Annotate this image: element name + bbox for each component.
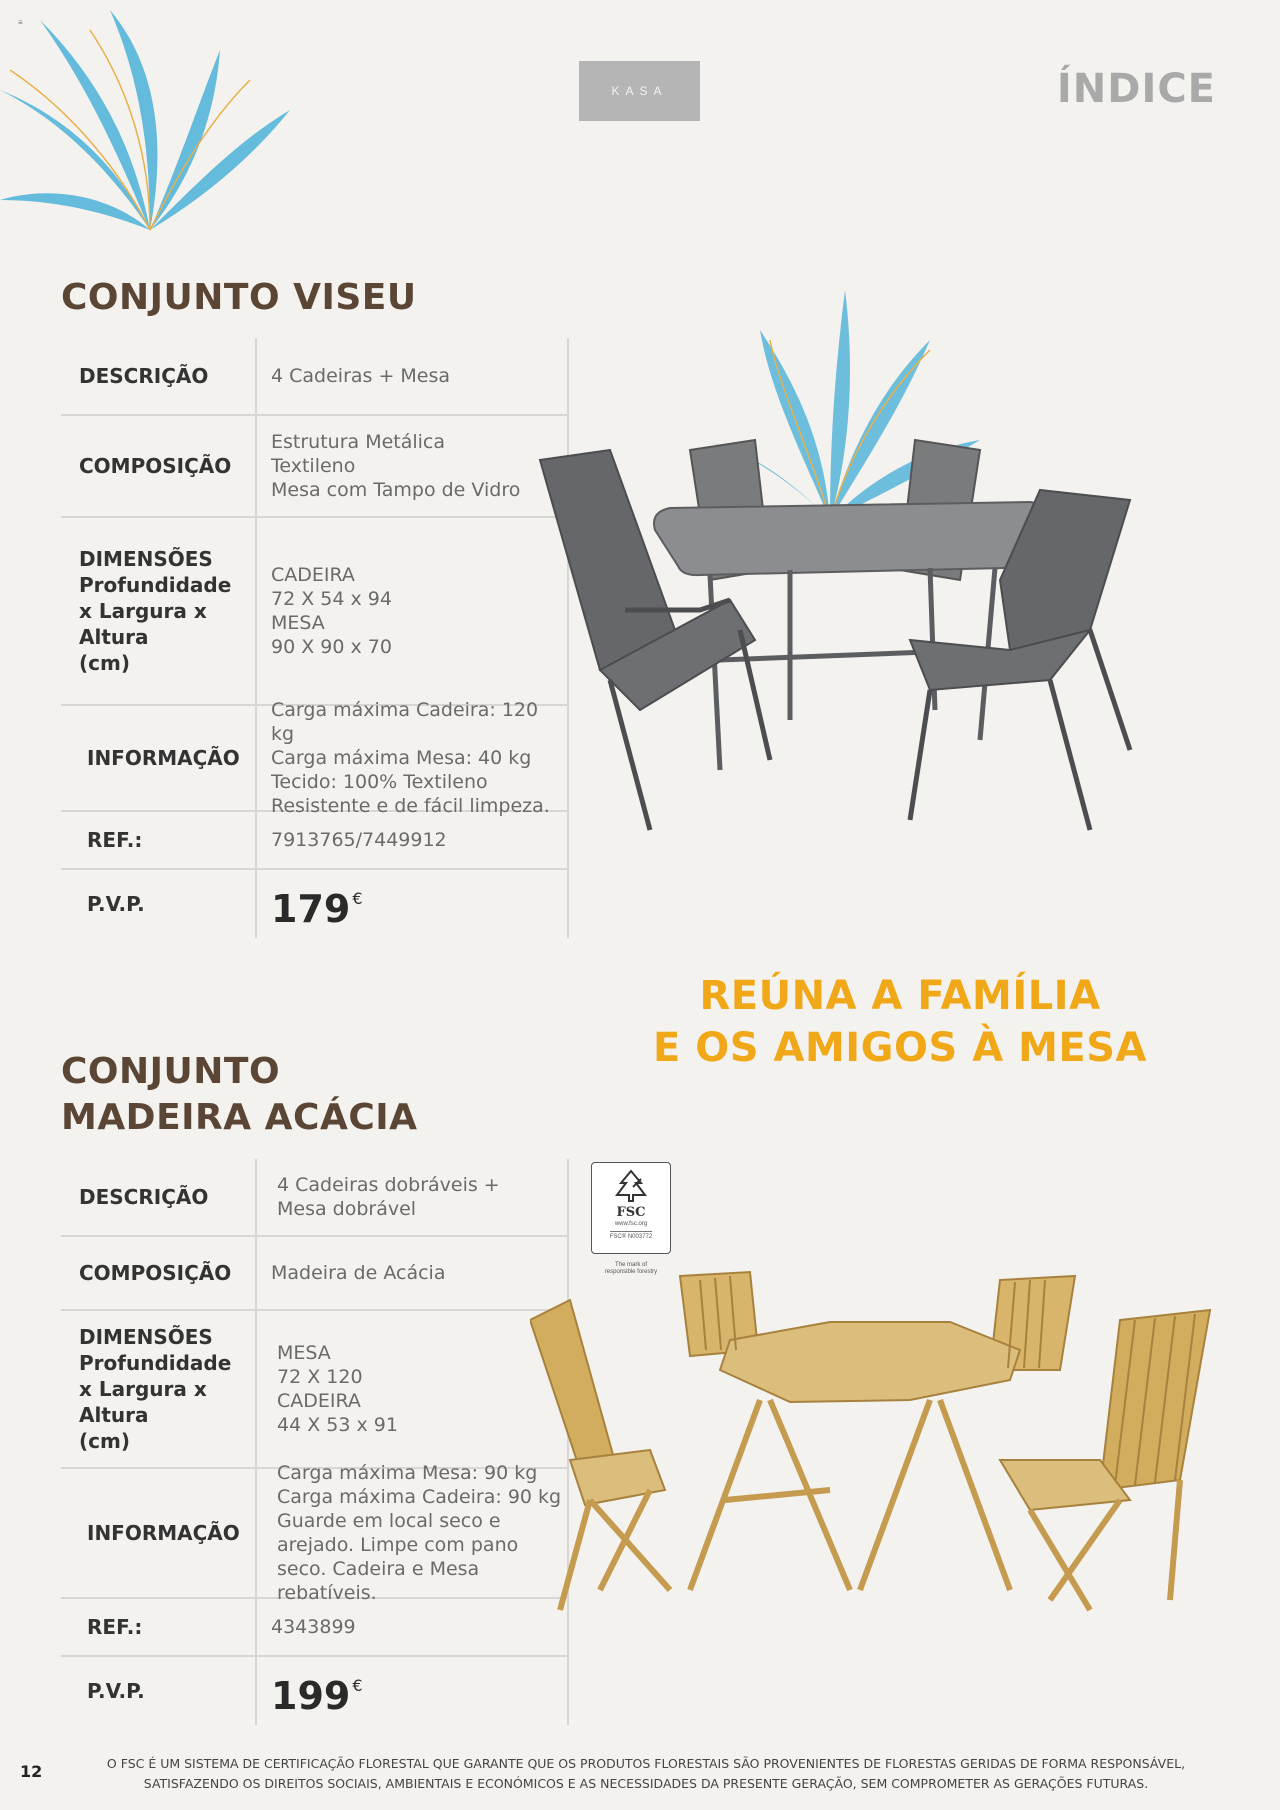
brand-logo[interactable]: KASA — [579, 61, 700, 121]
product-title-line: CONJUNTO VISEU — [61, 277, 417, 318]
reference-number: 7913765/7449912 — [271, 829, 447, 851]
spec-value — [257, 870, 569, 938]
spec-row-ref — [61, 1599, 569, 1657]
product-image-acacia — [530, 1260, 1250, 1630]
spec-row-composition — [61, 1237, 569, 1311]
spec-value-line: Carga máxima Mesa: 40 kg — [271, 747, 532, 769]
page-number: 12 — [20, 1762, 43, 1781]
spec-value — [257, 699, 569, 817]
tagline-line: E OS AMIGOS À MESA — [653, 1025, 1147, 1071]
product-title-line: MADEIRA ACÁCIA — [61, 1097, 418, 1138]
fsc-code: FSC® N003772 — [610, 1231, 652, 1241]
currency-symbol: € — [352, 889, 363, 908]
product-title-acacia — [61, 1049, 418, 1141]
tagline — [620, 970, 1180, 1074]
spec-value-line: Carga máxima Cadeira: 120 kg — [271, 699, 539, 745]
spec-label-line: Altura — [79, 625, 149, 649]
spec-value-line: Guarde em local seco e — [277, 1510, 501, 1532]
spec-value-line: Resistente e de fácil limpeza. — [271, 795, 550, 817]
footnote-line: O FSC É UM SISTEMA DE CERTIFICAÇÃO FLORESTAL QUE GARANTE QUE OS PRODUTOS FLORESTAIS SÃO PROVENIENTES DE FLORESTAS GERIDAS DE FORMA RESPONSÁVEL, — [106, 1756, 1186, 1771]
spec-row-price — [61, 1657, 569, 1725]
price-label: P.V.P. — [61, 870, 257, 938]
spec-value-line: Mesa com Tampo de Vidro — [271, 479, 521, 501]
spec-label: INFORMAÇÃO — [61, 1469, 257, 1597]
tagline-line: REÚNA A FAMÍLIA — [699, 973, 1101, 1019]
spec-label-line: (cm) — [79, 1429, 130, 1453]
spec-value — [257, 338, 569, 414]
spec-row-dimensions — [61, 518, 569, 706]
spec-row-description — [61, 1159, 569, 1237]
price-amount: 199 — [271, 1674, 351, 1718]
spec-table-acacia — [61, 1159, 569, 1725]
spec-label-line: x Largura x — [79, 1377, 207, 1401]
price-amount: 179 — [271, 887, 351, 931]
menu-icon[interactable]: ≡ — [18, 18, 23, 27]
palm-leaf-decoration — [0, 0, 300, 240]
spec-value — [257, 518, 569, 704]
spec-value-line: 4 Cadeiras dobráveis + — [277, 1174, 500, 1196]
spec-value-line: Carga máxima Mesa: 90 kg — [277, 1462, 538, 1484]
product-title-line: CONJUNTO — [61, 1051, 281, 1092]
fsc-mark-line: The mark of — [614, 1262, 647, 1268]
spec-value-line: MESA — [271, 612, 325, 634]
spec-value — [257, 1599, 569, 1655]
spec-value — [257, 1462, 569, 1604]
fsc-mark-line: responsible forestry — [604, 1269, 658, 1275]
spec-value-line: 72 X 120 — [277, 1366, 363, 1388]
spec-value — [257, 812, 569, 868]
spec-label-line: (cm) — [79, 651, 130, 675]
spec-value-line: 4 Cadeiras + Mesa — [271, 365, 451, 387]
spec-label-line: DIMENSÕES — [79, 1325, 213, 1349]
spec-value-line: Textileno — [271, 455, 356, 477]
spec-row-ref — [61, 812, 569, 870]
spec-label-line: x Largura x — [79, 599, 207, 623]
spec-value-line: MESA — [277, 1342, 331, 1364]
spec-label: INFORMAÇÃO — [61, 706, 257, 810]
spec-label — [61, 518, 257, 704]
spec-value — [257, 416, 569, 516]
price — [271, 1674, 567, 1718]
spec-row-dimensions — [61, 1311, 569, 1469]
fsc-site: www.fsc.org — [614, 1221, 648, 1227]
index-link[interactable]: ÍNDICE — [1056, 66, 1216, 112]
spec-value — [257, 1657, 569, 1725]
spec-label — [61, 1311, 257, 1467]
fsc-label: FSC — [616, 1205, 646, 1220]
product-title-viseu — [61, 275, 417, 321]
spec-value-line: Estrutura Metálica — [271, 431, 446, 453]
reference-number: 4343899 — [271, 1616, 356, 1638]
spec-value — [257, 1237, 569, 1309]
spec-value-line: arejado. Limpe com pano — [277, 1534, 519, 1556]
spec-value-line: seco. Cadeira e Mesa rebatíveis. — [277, 1558, 480, 1604]
spec-row-information — [61, 1462, 569, 1604]
spec-label: COMPOSIÇÃO — [61, 1237, 257, 1309]
spec-label: DESCRIÇÃO — [61, 1159, 257, 1235]
product-image-viseu — [530, 250, 1250, 850]
spec-value-line: CADEIRA — [271, 564, 355, 586]
spec-value-line: Tecido: 100% Textileno — [271, 771, 488, 793]
spec-label-line: Profundidade — [79, 573, 232, 597]
spec-value — [257, 1159, 569, 1235]
footnote-line: SATISFAZENDO OS DIREITOS SOCIAIS, AMBIENTAIS E ECONÓMICOS E AS NECESSIDADES DA PRESENTE GERAÇÃO, SEM COMPROMETER AS GERAÇÕES FUTURAS. — [143, 1776, 1149, 1791]
spec-value-line: 44 X 53 x 91 — [277, 1414, 398, 1436]
spec-value-line: Carga máxima Cadeira: 90 kg — [277, 1486, 562, 1508]
spec-table-viseu — [61, 338, 569, 938]
spec-label-line: Altura — [79, 1403, 149, 1427]
currency-symbol: € — [352, 1676, 363, 1695]
price — [271, 887, 567, 931]
spec-label-line: DIMENSÕES — [79, 547, 213, 571]
spec-row-description — [61, 338, 569, 416]
spec-label-line: Profundidade — [79, 1351, 232, 1375]
spec-label: DESCRIÇÃO — [61, 338, 257, 414]
price-label: P.V.P. — [61, 1657, 257, 1725]
spec-row-composition — [61, 416, 569, 518]
fsc-tree-icon — [611, 1167, 651, 1203]
spec-label: REF.: — [61, 812, 257, 868]
spec-label: REF.: — [61, 1599, 257, 1655]
spec-row-information — [61, 699, 569, 817]
spec-value-line: Madeira de Acácia — [271, 1262, 446, 1284]
spec-value-line: Mesa dobrável — [277, 1198, 417, 1220]
fsc-badge — [591, 1162, 671, 1254]
spec-value-line: 72 X 54 x 94 — [271, 588, 392, 610]
spec-value — [257, 1311, 569, 1467]
spec-label: COMPOSIÇÃO — [61, 416, 257, 516]
spec-value-line: CADEIRA — [277, 1390, 361, 1412]
spec-row-price — [61, 870, 569, 938]
fsc-footnote — [66, 1754, 1226, 1794]
spec-value-line: 90 X 90 x 70 — [271, 636, 392, 658]
